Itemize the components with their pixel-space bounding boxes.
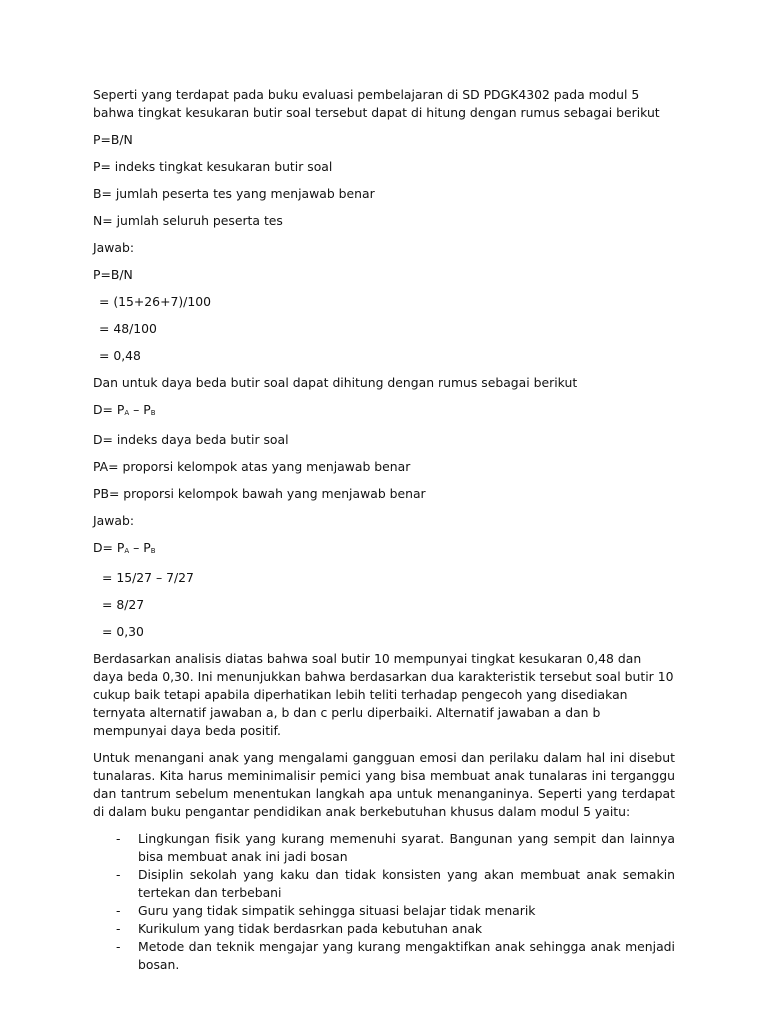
list-item: [93, 938, 675, 974]
formula-discrimination-1: [93, 401, 675, 422]
definition-b: B= jumlah peserta tes yang menjawab benar: [93, 186, 375, 201]
calc2-line-2: = 8/27: [102, 597, 145, 612]
formula-difficulty: P=B/N: [93, 132, 133, 147]
bullet-dash: -: [116, 903, 121, 918]
formula-discrimination-2: [93, 539, 675, 560]
calc2-line-3: = 0,30: [102, 624, 144, 639]
intro-paragraph: Seperti yang terdapat pada buku evaluasi pembelajaran di SD PDGK4302 pada modul 5 bahwa tingkat kesukaran butir soal tersebut dapat di hitung dengan rumus sebagai berikut: [93, 87, 660, 120]
list-item-text: Metode dan teknik mengajar yang kurang mengaktifkan anak sehingga anak menjadi bosan.: [138, 939, 675, 972]
formula-mid: – P: [129, 540, 151, 555]
list-item: [93, 830, 675, 866]
answer-label-1: Jawab:: [93, 240, 135, 255]
emotion-intro-paragraph: Untuk menangani anak yang mengalami gangguan emosi dan perilaku dalam hal ini disebut tunalaras. Kita harus meminimalisir pemici yang bisa membuat anak tunalaras ini terganggu dan tantrum sebelum menentukan langkah apa untuk menanganinya. Seperti yang terdapat di dalam buku pengantar pendidikan anak berkebutuhan khusus dalam modul 5 yaitu:: [93, 750, 675, 819]
list-item: [93, 920, 675, 938]
calc1-line-1: P=B/N: [93, 267, 133, 282]
document-page: [93, 86, 675, 974]
bullet-dash: -: [116, 831, 121, 846]
bullet-dash: -: [116, 921, 121, 936]
calc1-line-3: = 48/100: [99, 321, 157, 336]
definition-pb: PB= proporsi kelompok bawah yang menjawab benar: [93, 486, 426, 501]
formula-sub-b: B: [150, 547, 156, 555]
formula-sub-a: A: [124, 547, 130, 555]
list-item-text: Kurikulum yang tidak berdasrkan pada kebutuhan anak: [138, 921, 483, 936]
list-item-text: Guru yang tidak simpatik sehingga situasi belajar tidak menarik: [138, 903, 536, 918]
bullet-dash: -: [116, 939, 121, 954]
formula-sub-a: A: [124, 409, 130, 417]
formula-lhs: D= P: [93, 540, 125, 555]
calc1-line-2: = (15+26+7)/100: [99, 294, 211, 309]
discrimination-intro: Dan untuk daya beda butir soal dapat dihitung dengan rumus sebagai berikut: [93, 375, 578, 390]
list-item-text: Disiplin sekolah yang kaku dan tidak konsisten yang akan membuat anak semakin tertekan dan terbebani: [138, 867, 675, 900]
definition-n: N= jumlah seluruh peserta tes: [93, 213, 283, 228]
definition-p: P= indeks tingkat kesukaran butir soal: [93, 159, 333, 174]
formula-sub-b: B: [150, 409, 156, 417]
calc1-line-4: = 0,48: [99, 348, 141, 363]
formula-mid: – P: [129, 402, 151, 417]
calc2-line-1: = 15/27 – 7/27: [102, 570, 194, 585]
list-item-text: Lingkungan fisik yang kurang memenuhi syarat. Bangunan yang sempit dan lainnya bisa membuat anak ini jadi bosan: [138, 831, 675, 864]
formula-lhs: D= P: [93, 402, 125, 417]
list-item: [93, 902, 675, 920]
definition-pa: PA= proporsi kelompok atas yang menjawab benar: [93, 459, 411, 474]
conclusion-paragraph: Berdasarkan analisis diatas bahwa soal butir 10 mempunyai tingkat kesukaran 0,48 dan daya beda 0,30. Ini menunjukkan bahwa berdasarkan dua karakteristik tersebut soal butir 10 cukup baik tetapi apabila diperhatikan lebih teliti terhadap pengecoh yang disediakan ternyata alternatif jawaban a, b dan c perlu diperbaiki. Alternatif jawaban a dan b mempunyai daya beda positif.: [93, 651, 674, 738]
answer-label-2: Jawab:: [93, 513, 135, 528]
list-item: [93, 866, 675, 902]
bullet-dash: -: [116, 867, 121, 882]
factor-list: [93, 830, 675, 974]
definition-d: D= indeks daya beda butir soal: [93, 432, 289, 447]
